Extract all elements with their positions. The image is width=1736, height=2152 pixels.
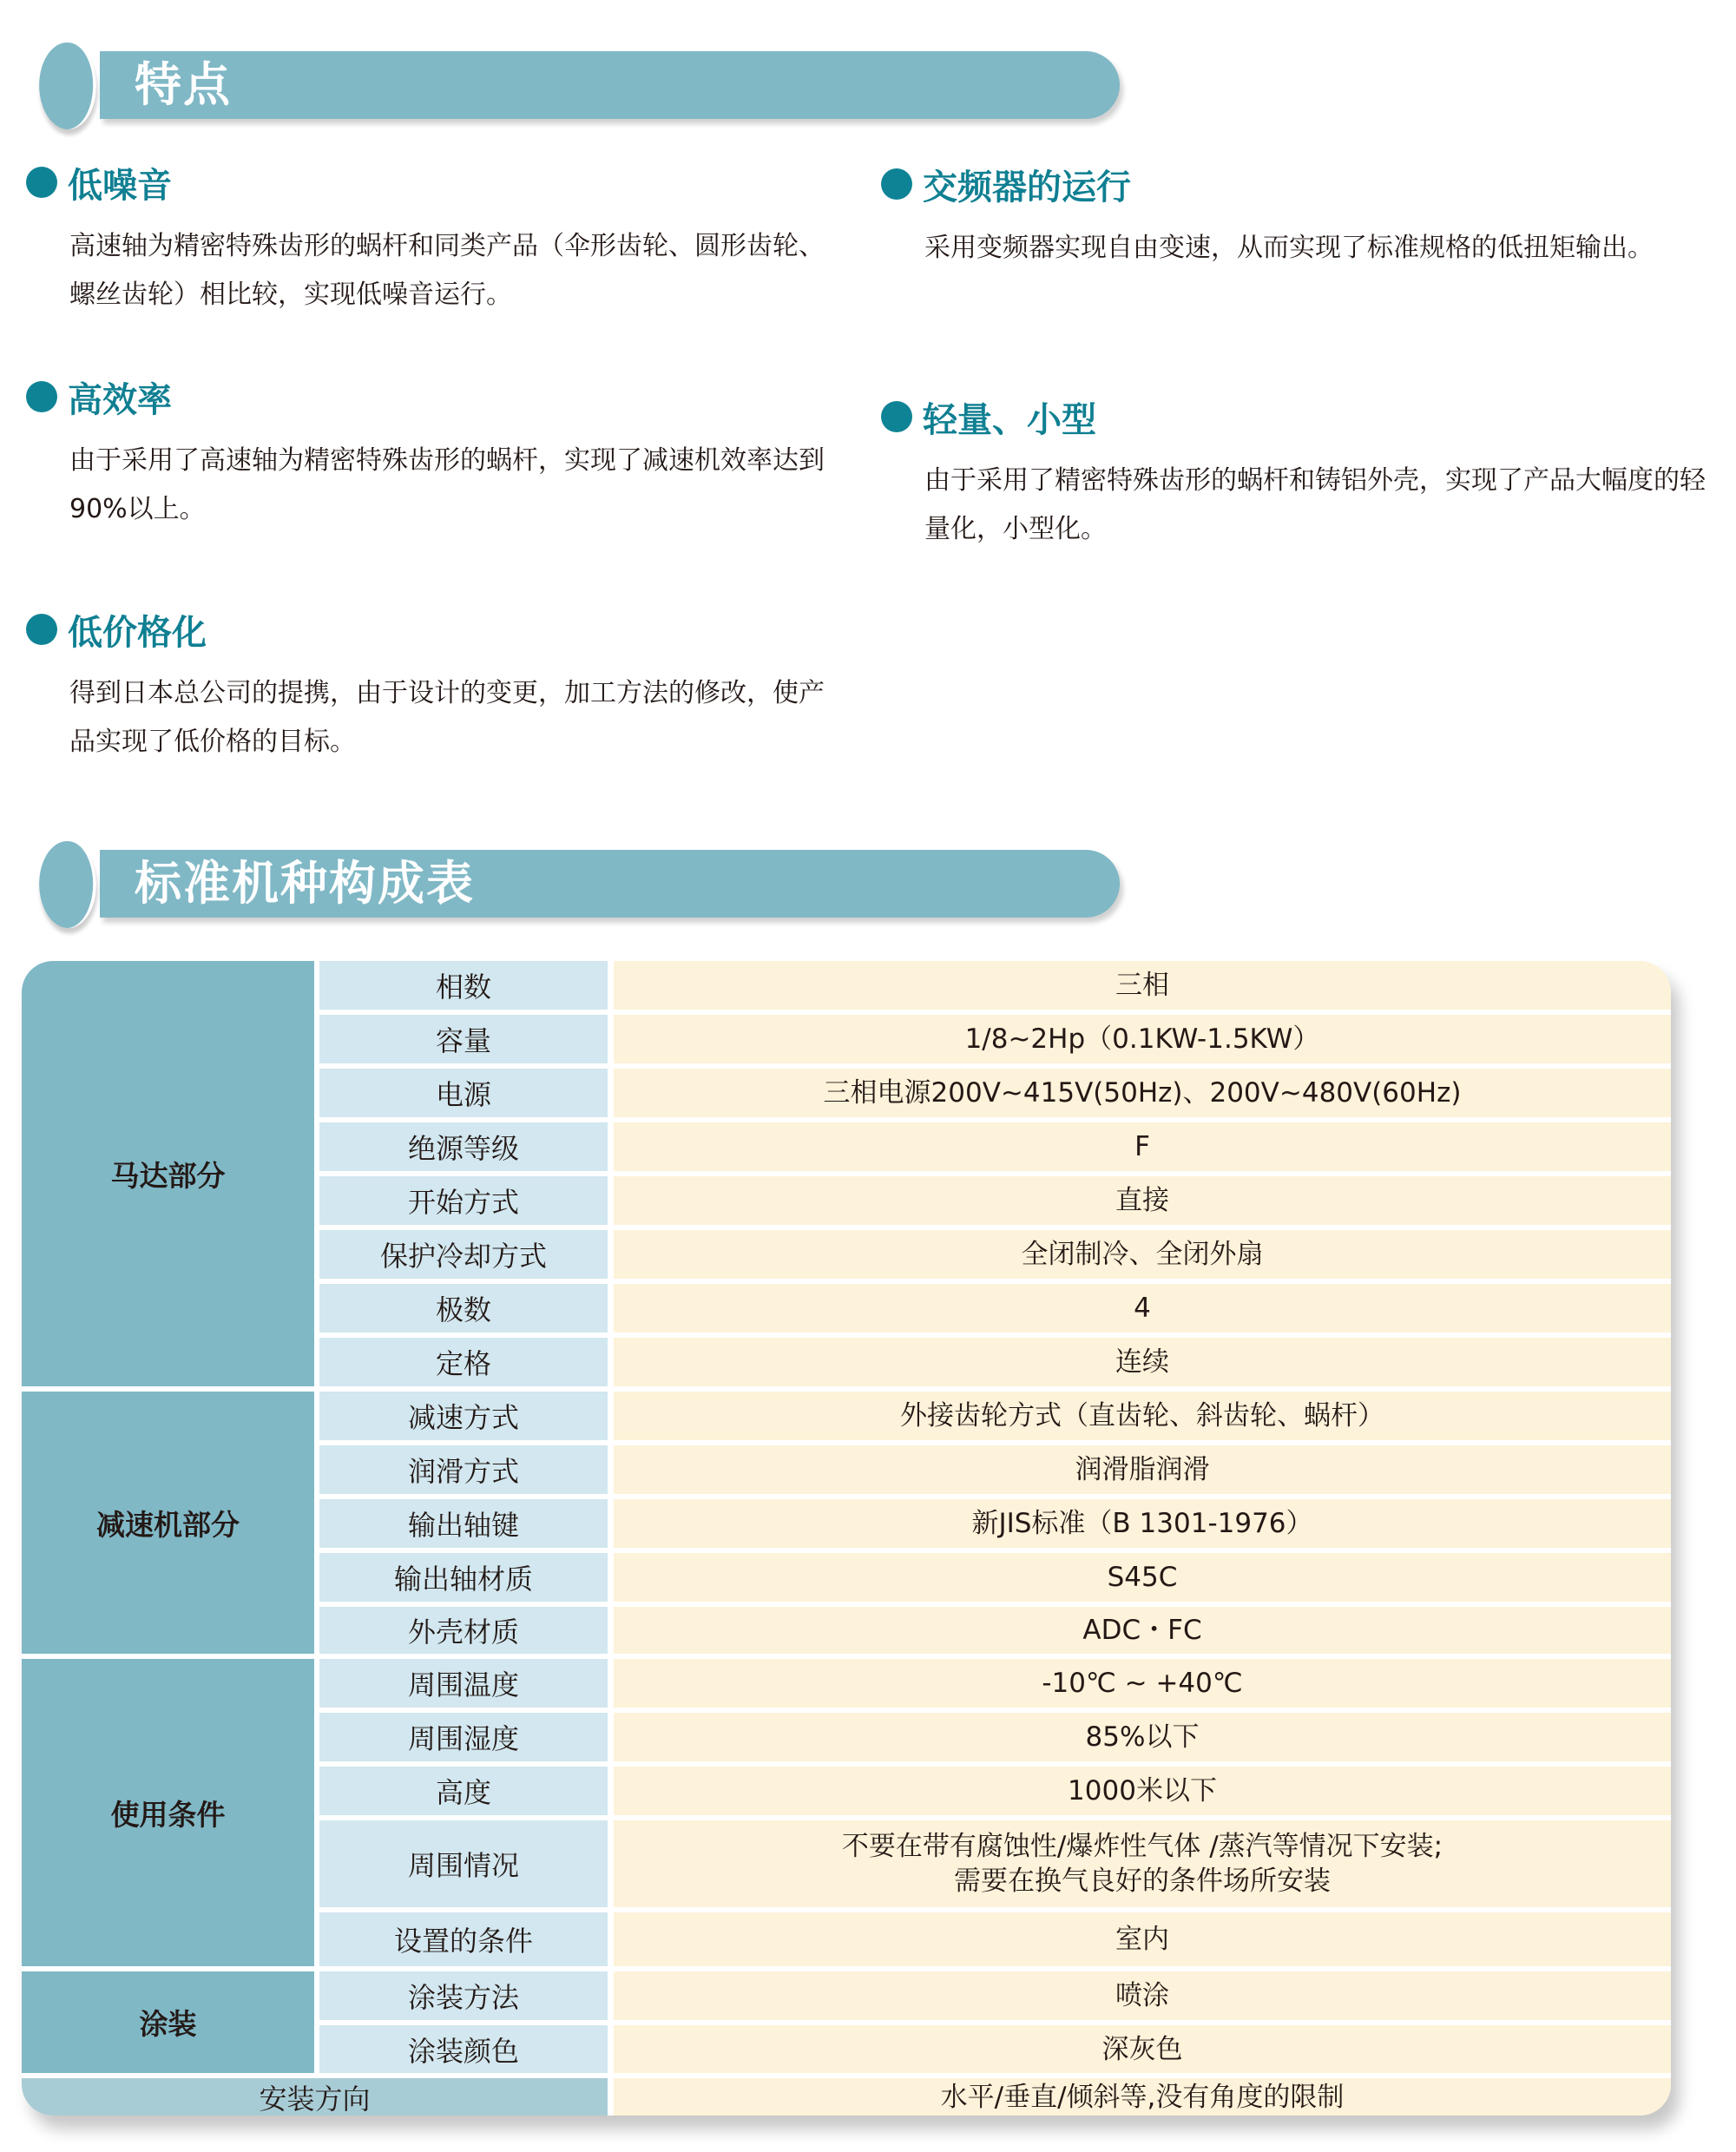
feature-name: 低噪音 [68, 165, 172, 206]
header-oval-decoration [36, 835, 100, 934]
row-value: 连续 [614, 1338, 1671, 1386]
feature-name: 高效率 [68, 379, 172, 420]
bullet-icon [26, 381, 57, 412]
row-label: 外壳材质 [319, 1607, 608, 1654]
feature-high-efficiency [26, 371, 842, 534]
mount-direction-value: 水平/垂直/倾斜等,没有角度的限制 [614, 2078, 1671, 2116]
row-label: 开始方式 [319, 1176, 608, 1225]
features-title: 特点 [135, 57, 232, 112]
row-label: 设置的条件 [319, 1912, 608, 1966]
bullet-icon [881, 401, 912, 432]
row-value: 85%以下 [614, 1713, 1671, 1761]
feature-desc: 由于采用了高速轴为精密特殊齿形的蜗杆，实现了减速机效率达到90%以上。 [69, 445, 825, 524]
row-label: 绝源等级 [319, 1122, 608, 1171]
spec-table [22, 961, 1671, 2116]
row-value: 1000米以下 [614, 1767, 1671, 1815]
row-label: 容量 [319, 1015, 608, 1063]
row-value: 三相电源200V~415V(50Hz)、200V~480V(60Hz) [614, 1069, 1671, 1117]
row-label: 周围情况 [319, 1820, 608, 1907]
feature-low-price [26, 603, 842, 767]
group-coating: 涂装 [22, 1971, 314, 2073]
feature-desc: 高速轴为精密特殊齿形的蜗杆和同类产品（伞形齿轮、圆形齿轮、螺丝齿轮）相比较，实现低噪音运行。 [69, 231, 825, 310]
row-label: 周围湿度 [319, 1713, 608, 1761]
row-label: 减速方式 [319, 1392, 608, 1440]
row-label: 涂装颜色 [319, 2025, 608, 2073]
feature-name: 交频器的运行 [923, 167, 1131, 207]
row-value: 三相 [614, 961, 1671, 1010]
row-value: -10℃ ~ +40℃ [614, 1659, 1671, 1708]
row-value: 全闭制冷、全闭外扇 [614, 1230, 1671, 1279]
row-value: 1/8~2Hp（0.1KW-1.5KW） [614, 1015, 1671, 1063]
row-value: 室内 [614, 1912, 1671, 1966]
row-label: 输出轴键 [319, 1499, 608, 1548]
table-title: 标准机种构成表 [135, 856, 475, 911]
row-value: 4 [614, 1284, 1671, 1333]
feature-low-noise [26, 156, 842, 319]
features-header-band [22, 48, 1120, 126]
bullet-icon [26, 167, 57, 198]
row-label: 极数 [319, 1284, 608, 1333]
row-value: 外接齿轮方式（直齿轮、斜齿轮、蜗杆） [614, 1392, 1671, 1440]
row-value: 新JIS标准（B 1301-1976） [614, 1499, 1671, 1548]
row-label: 保护冷却方式 [319, 1230, 608, 1279]
table-header-band [22, 846, 1120, 925]
header-oval-decoration [36, 36, 100, 135]
row-value: F [614, 1122, 1671, 1171]
row-value: 润滑脂润滑 [614, 1445, 1671, 1494]
row-label: 涂装方法 [319, 1971, 608, 2020]
row-label: 电源 [319, 1069, 608, 1117]
row-value: 喷涂 [614, 1971, 1671, 2020]
mount-direction-label: 安装方向 [22, 2078, 608, 2116]
row-value: 直接 [614, 1176, 1671, 1225]
row-value-line1: 不要在带有腐蚀性/爆炸性气体 /蒸汽等情况下安装; [841, 1831, 1443, 1862]
bullet-icon [881, 168, 912, 200]
group-motor: 马达部分 [22, 961, 314, 1386]
feature-desc: 采用变频器实现自由变速，从而实现了标准规格的低扭矩输出。 [924, 233, 1654, 263]
feature-name: 轻量、小型 [923, 399, 1096, 440]
feature-lightweight [881, 391, 1714, 554]
row-value: ADC・FC [614, 1607, 1671, 1654]
feature-desc: 得到日本总公司的提携，由于设计的变更，加工方法的修改，使产品实现了低价格的目标。 [69, 678, 825, 757]
row-value: S45C [614, 1553, 1671, 1602]
row-value: 深灰色 [614, 2025, 1671, 2073]
feature-name: 低价格化 [68, 612, 207, 653]
feature-desc: 由于采用了精密特殊齿形的蜗杆和铸铝外壳，实现了产品大幅度的轻量化，小型化。 [924, 465, 1706, 544]
group-reducer: 减速机部分 [22, 1392, 314, 1654]
bullet-icon [26, 614, 57, 645]
row-label: 定格 [319, 1338, 608, 1386]
row-label: 输出轴材质 [319, 1553, 608, 1602]
row-value-line2: 需要在换气良好的条件场所安装 [954, 1866, 1331, 1897]
row-label: 相数 [319, 961, 608, 1010]
row-label: 周围温度 [319, 1659, 608, 1708]
row-label: 润滑方式 [319, 1445, 608, 1494]
feature-inverter [881, 158, 1714, 273]
header-bar [100, 51, 1120, 119]
row-value-multiline [614, 1820, 1671, 1907]
group-conditions: 使用条件 [22, 1659, 314, 1966]
row-label: 高度 [319, 1767, 608, 1815]
